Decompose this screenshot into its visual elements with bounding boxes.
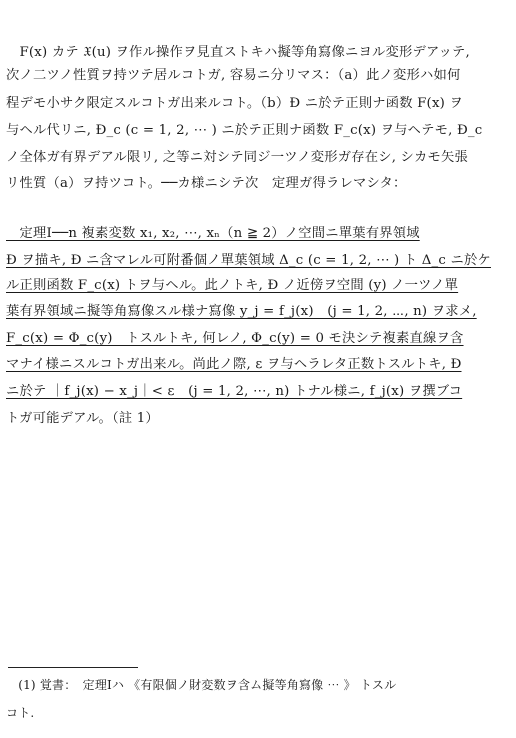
- theorem-line: トガ可能デアル。（註 1）: [6, 411, 159, 426]
- theorem-line: F_c(x) = Φ_c(y) トスルトキ, 何レノ, Φ_c(y) = 0 モ決シテ複素直線ヲ含: [6, 331, 464, 346]
- theorem-line: 定理Ⅰ──n 複素変数 x₁, x₂, ⋯, xₙ（n ≧ 2）ノ空間ニ單葉有界領域: [6, 226, 420, 241]
- theorem-line: ニ於テ ｜f_j(x) − x_j｜< ε (j = 1, 2, ⋯, n) トナル様ニ, f_j(x) ヲ撰ブコ: [6, 384, 463, 399]
- paragraph-line: リ性質（a）ヲ持ツコト。──カ様ニシテ次 定理ガ得ラレマシタ：: [6, 176, 407, 191]
- paragraph-line: 程デモ小サク限定スルコトガ出来ルコト。（b）Ð ニ於テ正則ナ函数 F(x) ヲ: [6, 96, 463, 111]
- footnote-line: コト.: [6, 706, 35, 720]
- theorem-line: 葉有界領域ニ擬等角寫像スル様ナ寫像 y_j = f_j(x) (j = 1, 2, ⋯, n) ヲ求メ,: [6, 304, 477, 319]
- footnote-line: (1) 覚書： 定理Ⅰハ 《有限個ノ財変数ヲ含ム擬等角寫像 ⋯ 》 トスル: [6, 678, 397, 692]
- theorem-line: Ð ヲ描キ, Ð ニ含マレル可附番個ノ單葉領域 Δ_c (c = 1, 2, ⋯ ) ト Δ_c ニ於ケ: [6, 253, 491, 268]
- theorem-line: ル正則函数 F_c(x) トヲ与ヘル。此ノトキ, Ð ノ近傍ヲ空間 (y) ノ一ツノ單: [6, 278, 459, 293]
- paragraph-line: 次ノ二ツノ性質ヲ持ツテ居ルコトガ, 容易ニ分リマス：（a）此ノ変形ハ如何: [6, 68, 461, 83]
- paragraph-line: ノ全体ガ有界デアル限リ, 之等ニ対シテ同ジ一ツノ変形ガ存在シ, シカモ矢張: [6, 150, 469, 165]
- paragraph-line: 与ヘル代リニ, Ð_c (c = 1, 2, ⋯ ) ニ於テ正則ナ函数 F_c(x) ヲ与ヘテモ, Ð_c: [6, 123, 483, 138]
- paragraph-line: F(x) カテ 𝔛(u) ヲ作ル操作ヲ見直ストキハ擬等角寫像ニヨル変形デアッテ,: [6, 45, 470, 60]
- footnote-rule: [8, 667, 138, 668]
- theorem-line: マナイ様ニスルコトガ出来ル。尚此ノ際, ε ヲ与ヘラレタ正数トスルトキ, Ð: [6, 357, 462, 372]
